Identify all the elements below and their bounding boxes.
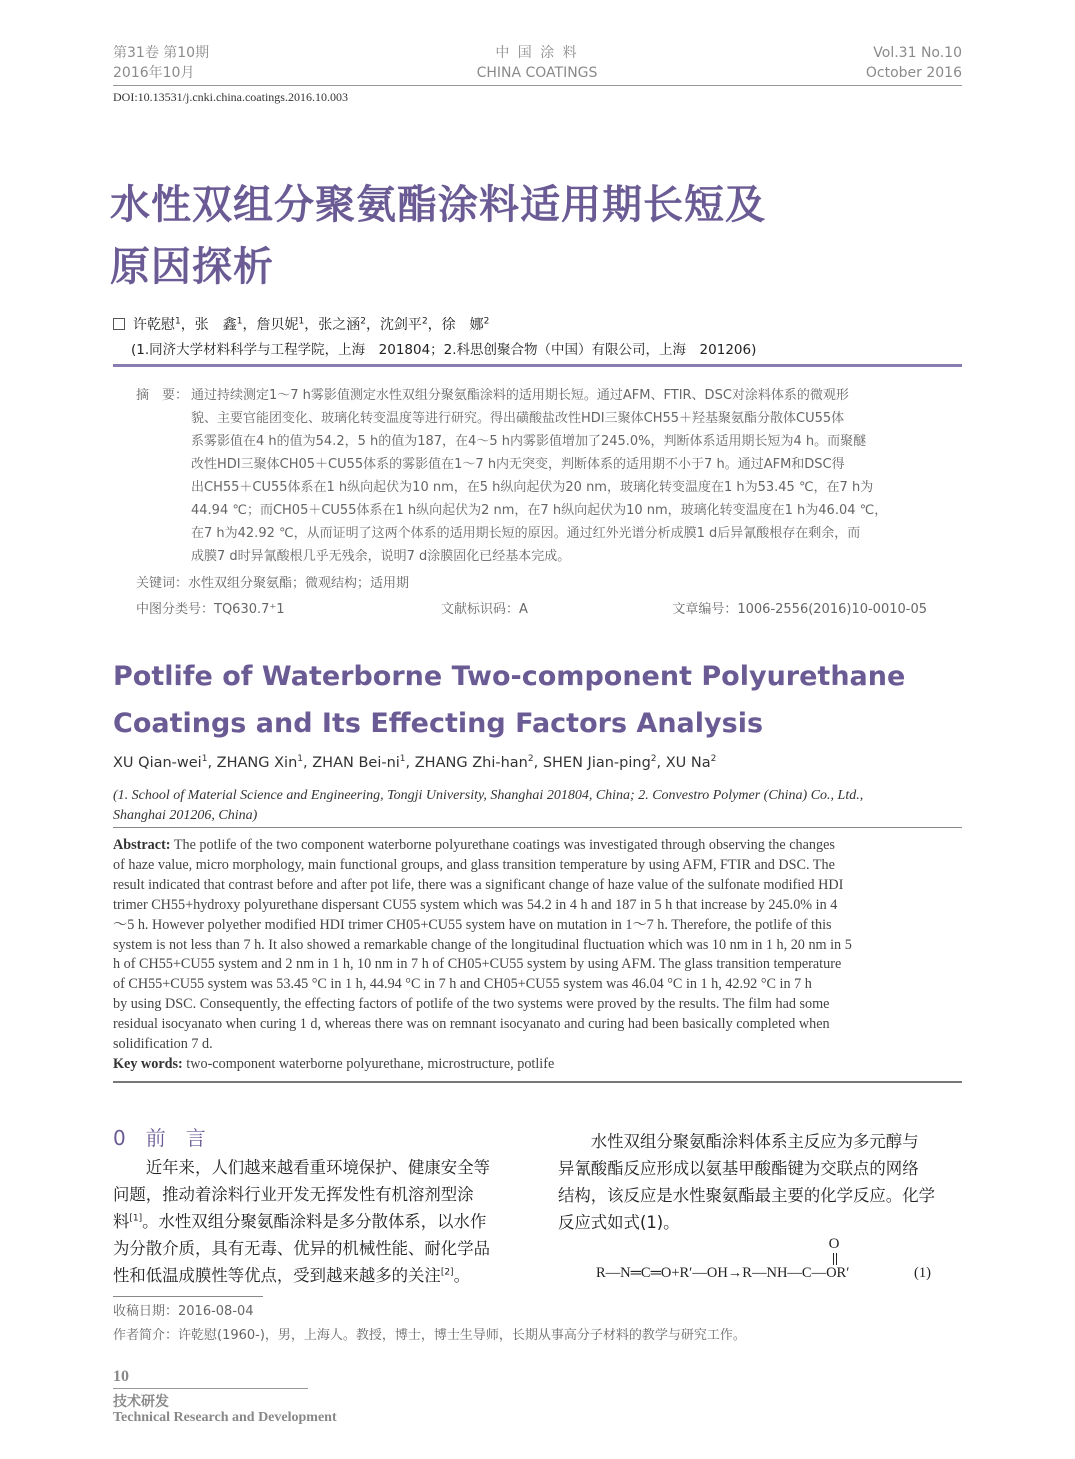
abstract-cn-line: 貌、主要官能团变化、玻璃化转变温度等进行研究。得出磺酸盐改性HDI三聚体CH55＋羟基聚氨酯分散体CU55体 xyxy=(191,411,845,426)
intro-line: 为分散介质，具有无毒、优异的机械性能、耐化学品 xyxy=(113,1239,490,1258)
author-bio: 作者简介：许乾慰(1960-)，男，上海人。教授，博士，博士生导师，长期从事高分子材料的教学与研究工作。 xyxy=(113,1328,746,1343)
author-sup: 1 xyxy=(201,754,208,765)
author-sup: 2 xyxy=(483,316,490,327)
author-sup: 1 xyxy=(297,754,304,765)
intro-text: 。 xyxy=(453,1266,470,1285)
affiliation-en xyxy=(113,786,962,826)
equation-double-bond-2 xyxy=(836,1253,838,1265)
intro-right-column xyxy=(558,1128,968,1236)
abstract-en-line: ～5 h. However polyether modified HDI trimer CH05+CU55 system have on mutation in 1～7 h. Therefore, the potlife of this xyxy=(113,916,832,933)
authors-cn: 许乾慰$^1$，张 鑫$^1$，詹贝妮$^1$，张之涵$^2$，沈剑平$^2$，徐 娜$^2$ xyxy=(113,314,489,334)
section-heading: 0 前 言 xyxy=(113,1126,206,1150)
author-sup: 2 xyxy=(421,316,428,327)
citation-ref[interactable]: [2] xyxy=(440,1267,454,1278)
author-sup: 1 xyxy=(399,754,406,765)
journal-name-en: CHINA COATINGS xyxy=(476,65,598,81)
author-cn: 许乾慰 xyxy=(133,317,175,333)
footer-section-en: Technical Research and Development xyxy=(113,1410,337,1425)
affiliation-rule xyxy=(113,827,962,828)
abstract-cn-body xyxy=(191,384,931,568)
affiliation-cn: (1.同济大学材料科学与工程学院，上海 201804；2.科思创聚合物（中国）有限公司，上海 201206) xyxy=(131,342,757,358)
equation-number: (1) xyxy=(914,1265,931,1281)
intro-line: 异氰酸酯反应形成以氨基甲酸酯键为交联点的网络 xyxy=(558,1159,919,1178)
abstract-cn-line: 成膜7 d时异氰酸根几乎无残余，说明7 d涂膜固化已经基本完成。 xyxy=(191,549,571,564)
title-rule xyxy=(113,364,962,367)
author-sup: 2 xyxy=(650,754,657,765)
author-en: SHEN Jian-ping xyxy=(542,755,651,771)
footnote-rule xyxy=(113,1296,263,1297)
abstract-cn-line: 在7 h为42.92 ℃，从而证明了这两个体系的适用期长短的原因。通过红外光谱分析成膜1 d后异氰酸根存在剩余，而 xyxy=(191,526,861,541)
abstract-rule xyxy=(113,1081,962,1083)
article-number: 文章编号：1006-2556(2016)10-0010-05 xyxy=(672,602,927,617)
journal-date-cn: 2016年10月 xyxy=(113,65,195,81)
author-sup: 2 xyxy=(710,754,717,765)
intro-line: 结构，该反应是水性聚氨酯最主要的化学反应。化学 xyxy=(558,1186,935,1205)
abstract-en-line: solidification 7 d. xyxy=(113,1036,213,1053)
doi: DOI:10.13531/j.cnki.china.coatings.2016.10.003 xyxy=(113,90,348,104)
author-cn: 张之涵 xyxy=(318,317,361,333)
intro-left-column xyxy=(113,1154,523,1289)
author-en: XU Qian-wei xyxy=(113,755,202,771)
received-date: 收稿日期：2016-08-04 xyxy=(113,1304,254,1319)
title-cn-line1: 水性双组分聚氨酯涂料适用期长短及 xyxy=(110,182,766,228)
intro-text: 性和低温成膜性等优点，受到越来越多的关注 xyxy=(113,1266,441,1285)
abstract-en-line: of CH55+CU55 system was 53.45 °C in 1 h, 44.94 °C in 7 h and CH05+CU55 system was 46.04 °C in 1 h, 42.92 °C in 7 h xyxy=(113,976,812,993)
keywords-en-label: Key words: xyxy=(113,1055,183,1072)
equation: R—N═C═O+R′—OH→R—NH—C—OR′ xyxy=(596,1265,850,1281)
abstract-cn-line: 改性HDI三聚体CH05＋CU55体系的雾影值在1～7 h内无突变，判断体系的适用期不小于7 h。通过AFM和DSC得 xyxy=(191,457,845,472)
keywords-en-text: two-component waterborne polyurethane, microstructure, potlife xyxy=(182,1055,555,1072)
intro-line xyxy=(113,1208,523,1235)
abstract-en-line: result indicated that contrast before and after pot life, there was a significant change of haze value of the sulfonate modified HDI xyxy=(113,876,844,893)
abstract-en-line: residual isocyanato when curing 1 d, whereas there was on remnant isocyanato and curing had been basically completed when xyxy=(113,1016,830,1033)
abstract-cn-line: 系雾影值在4 h的值为54.2，5 h的值为187，在4～5 h内雾影值增加了245.0%，判断体系适用期长短为4 h。而聚醚 xyxy=(191,434,867,449)
journal-volume-cn: 第31卷 第10期 xyxy=(113,45,210,61)
page-number: 10 xyxy=(113,1368,129,1385)
intro-line: 反应式如式(1)。 xyxy=(558,1213,680,1232)
abstract-cn-label: 摘 要： xyxy=(136,388,189,403)
abstract-en-line: system is not less than 7 h. It also showed a remarkable change of the longitudinal fluctuation which was 10 nm in 1 h, 20 nm in 5 xyxy=(113,936,852,953)
abstract-en-line: by using DSC. Consequently, the effecting factors of potlife of the two systems were proved by the results. The film had some xyxy=(113,996,830,1013)
intro-line: 水性双组分聚氨酯涂料体系主反应为多元醇与 xyxy=(558,1132,919,1151)
intro-line xyxy=(113,1262,523,1289)
journal-volume-en: Vol.31 No.10 xyxy=(873,45,962,61)
abstract-en-line: trimer CH55+hydroxy polyurethane dispersant CU55 system which was 54.2 in 4 h and 187 in 5 h that increase by 245.0% in 4 xyxy=(113,896,838,913)
document-code: 文献标识码：A xyxy=(441,602,528,617)
journal-date-en: October 2016 xyxy=(865,65,962,81)
footer-rule xyxy=(113,1388,308,1389)
abstract-en-label: Abstract: xyxy=(113,837,171,853)
author-sup: 1 xyxy=(236,316,243,327)
citation-ref[interactable]: [1] xyxy=(129,1213,143,1224)
clc-number: 中图分类号：TQ630.7⁺1 xyxy=(136,602,285,617)
author-sup: 2 xyxy=(360,316,366,327)
header-rule xyxy=(113,85,962,86)
author-en: ZHANG Xin xyxy=(216,755,298,771)
intro-text: 料 xyxy=(113,1212,130,1231)
authors-en: XU Qian-wei$^1$, ZHANG Xin$^1$, ZHAN Bei-$ni^1$, ZHANG Zhi-han$^2$, SHEN Jian-ping$^2$, XU Na$^2$ xyxy=(113,754,717,771)
equation-double-bond-1 xyxy=(833,1253,835,1265)
affiliation-en-line: (1. School of Material Science and Engineering, Tongji University, Shanghai 201804, China; 2. Convestro Polymer (China) Co., Ltd., xyxy=(113,788,864,803)
abstract-cn-line: 44.94 ℃；而CH05＋CU55体系在1 h纵向起伏为2 nm，在7 h纵向起伏为10 nm，玻璃化转变温度在1 h为46.04 ℃， xyxy=(191,503,888,518)
keywords-cn: 关键词：水性双组分聚氨酯；微观结构；适用期 xyxy=(136,576,410,591)
abstract-en-line xyxy=(113,836,962,856)
intro-line: 近年来，人们越来越看重环境保护、健康安全等 xyxy=(113,1158,490,1177)
abstract-en-line: of haze value, micro morphology, main functional groups, and glass transition temperature by using AFM, FTIR and DSC. The xyxy=(113,856,835,873)
author-en: ZHAN Bei-ni xyxy=(312,755,400,771)
author-cn: 张 鑫 xyxy=(194,317,237,333)
abstract-cn-line: 通过持续测定1～7 h雾影值测定水性双组分聚氨酯涂料的适用期长短。通过AFM、FTIR、DSC对涂料体系的微观形 xyxy=(191,388,849,403)
abstract-en-text: The potlife of the two component waterborne polyurethane coatings was investigated through observing the changes xyxy=(170,837,835,853)
affiliation-en-line: Shanghai 201206, China) xyxy=(113,808,258,823)
author-en: XU Na xyxy=(665,755,711,771)
author-cn: 沈剑平 xyxy=(379,317,422,333)
abstract-en-line: h of CH55+CU55 system and 2 nm in 1 h, 10 nm in 7 h of CH05+CU55 system by using AFM. The glass transition temperature xyxy=(113,956,842,973)
title-cn-line2: 原因探析 xyxy=(110,244,274,290)
abstract-cn-line: 出CH55＋CU55体系在1 h纵向起伏为10 nm，在5 h纵向起伏为20 nm，玻璃化转变温度在1 h为53.45 ℃，在7 h为 xyxy=(191,480,874,495)
intro-line: 问题，推动着涂料行业开发无挥发性有机溶剂型涂 xyxy=(113,1185,474,1204)
abstract-en xyxy=(113,836,962,1075)
square-bullet-icon xyxy=(113,318,125,330)
author-sup: 2 xyxy=(527,754,534,765)
author-cn: 徐 娜 xyxy=(441,317,484,333)
title-en-line1: Potlife of Waterborne Two-component Polyurethane xyxy=(113,661,906,692)
author-en: ZHANG Zhi-han xyxy=(414,755,528,771)
title-en-line2: Coatings and Its Effecting Factors Analysis xyxy=(113,708,764,739)
journal-name-cn: 中 国 涂 料 xyxy=(495,45,579,61)
author-sup: 1 xyxy=(298,316,305,327)
footer-section-cn: 技术研发 xyxy=(113,1395,169,1410)
author-cn: 詹贝妮 xyxy=(256,317,299,333)
equation-carbonyl-o: O xyxy=(828,1236,840,1252)
intro-text: 。水性双组分聚氨酯涂料是多分散体系，以水作 xyxy=(142,1212,487,1231)
author-sup: 1 xyxy=(175,316,181,327)
keywords-en xyxy=(113,1055,962,1075)
